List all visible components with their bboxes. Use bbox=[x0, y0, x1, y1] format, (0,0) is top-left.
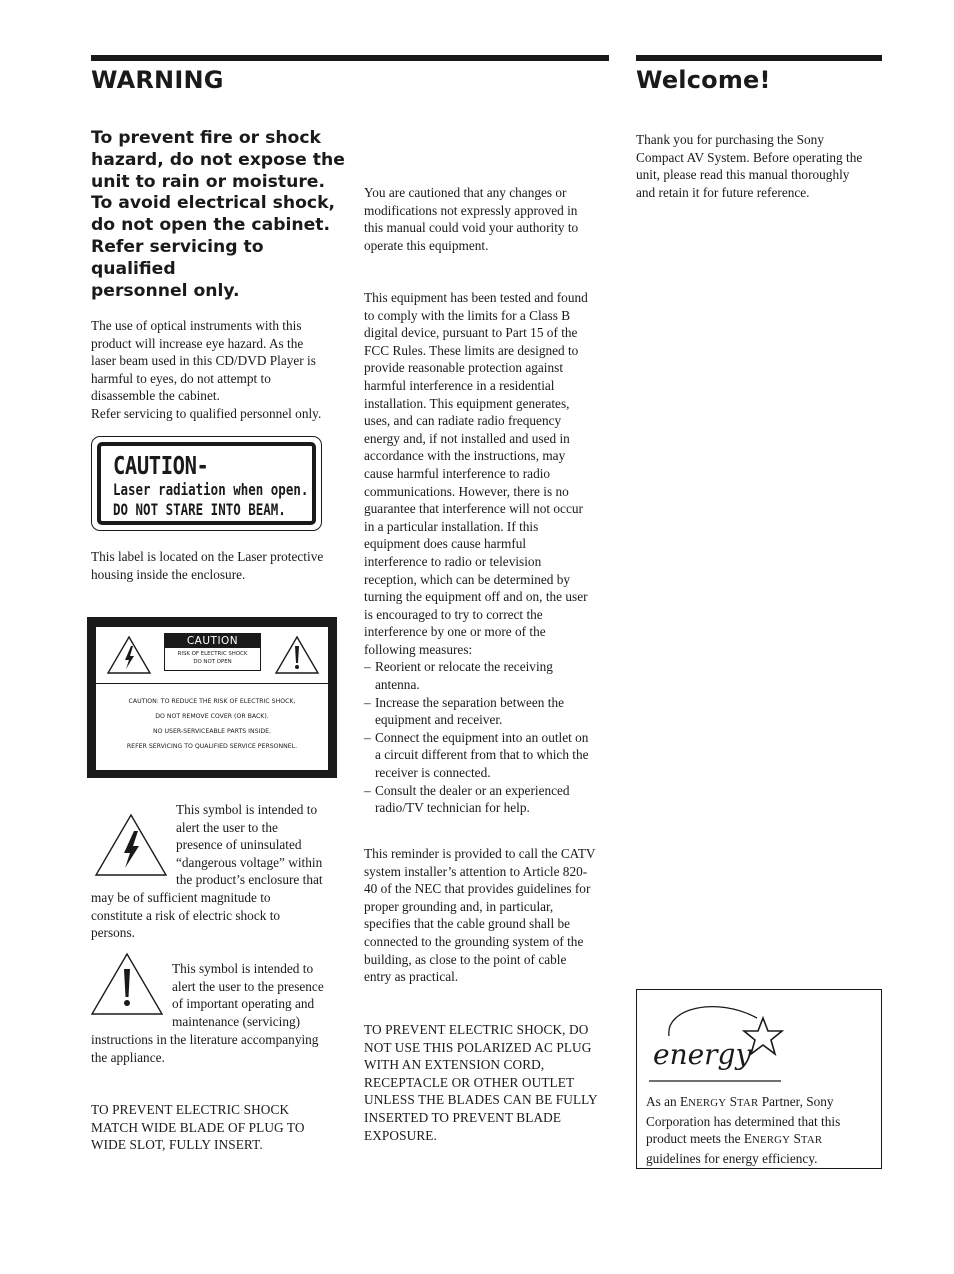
plate-caution-header: CAUTION bbox=[165, 634, 260, 648]
dangerous-voltage-icon bbox=[94, 813, 168, 877]
laser-caution-line-2: DO NOT STARE INTO BEAM. bbox=[113, 500, 286, 519]
exclamation-triangle-icon bbox=[274, 635, 320, 675]
electric-caution-plate bbox=[87, 617, 337, 778]
polarized-plug-warning-paragraph: TO PREVENT ELECTRIC SHOCK, DO NOT USE THIS POLARIZED AC PLUG WITH AN EXTENSION CORD, RECEPTACLE OR OTHER OUTLET UNLESS THE BLADES CAN BE FULLY INSERTED TO PREVENT BLADE EXPOSURE. bbox=[364, 1022, 598, 1143]
plate-top-panel bbox=[95, 626, 329, 684]
top-rule-left bbox=[91, 55, 609, 61]
list-item: – Reorient or relocate the receiving antenna. bbox=[364, 658, 609, 693]
welcome-heading: Welcome! bbox=[636, 66, 771, 94]
energy-star-box bbox=[636, 989, 882, 1169]
warning-heading: WARNING bbox=[91, 66, 224, 94]
list-item: – Increase the separation between the equipment and receiver. bbox=[364, 694, 609, 729]
fcc-compliance-paragraph: This equipment has been tested and found to comply with the limits for a Class B digital device, pursuant to Part 15 of the FCC Rules. These limits are designed to provide reasonable protection against harmful interference in a residential installation. This equipment generates, uses, and can radiate radio frequency energy and, if not installed and used in accordance with the instructions, may cause harmful interference to radio communications. However, there is no guarantee that interference will not occur in a particular installation. If this equipment does cause harmful interference to radio or television reception, which can be determined by turning the equipment off and on, the user is encouraged to try to correct the interference by one or more of the following measures: – Reorient or relocate the receiving antenna. – Increase the separation between the equipment and receiver. – Connect the equipment into an outlet on a circuit different from that to which the receiver is connected. – Consult the dealer or an experienced radio/TV technician for help. bbox=[364, 289, 609, 817]
fire-shock-warning: To prevent fire or shock hazard, do not expose the unit to rain or moisture. To avoid electrical shock, do not open the cabinet. Refer servicing to qualified personnel only. bbox=[91, 128, 345, 301]
modifications-caution-paragraph: You are cautioned that any changes or modifications not expressly approved in this manual could void your authority to operate this equipment. bbox=[364, 185, 579, 253]
exclamation-symbol-paragraph-top: This symbol is intended to alert the user to the presence of important operating and maintenance (servicing) bbox=[172, 961, 324, 1029]
plate-bottom-panel: CAUTION: TO REDUCE THE RISK OF ELECTRIC SHOCK, DO NOT REMOVE COVER (OR BACK). NO USER-SERVICEABLE PARTS INSIDE. REFER SERVICING TO QUALIFIED SERVICE PERSONNEL. bbox=[95, 683, 329, 771]
optical-instruments-paragraph: The use of optical instruments with this product will increase eye hazard. As the laser beam used in this CD/DVD Player is harmful to eyes, do not attempt to disassemble the cabinet. Refer servicing to qualified personnel only. bbox=[91, 318, 322, 421]
plate-caution-sub: RISK OF ELECTRIC SHOCK DO NOT OPEN bbox=[177, 651, 248, 665]
energy-star-statement: As an ENERGY STAR Partner, Sony Corporation has determined that this product meets the ENERGY STAR guidelines for energy efficiency. bbox=[646, 1094, 841, 1166]
energy-logo-word: energy bbox=[653, 1038, 752, 1071]
list-item: – Consult the dealer or an experienced radio/TV technician for help. bbox=[364, 782, 609, 817]
lightning-triangle-icon bbox=[106, 635, 152, 675]
energy-star-logo bbox=[647, 1000, 787, 1084]
laser-caution-title: CAUTION- bbox=[113, 451, 209, 480]
exclamation-symbol-paragraph-bottom: instructions in the literature accompanying the appliance. bbox=[91, 1032, 319, 1065]
laser-caution-label-inner bbox=[97, 442, 316, 525]
lightning-symbol-paragraph-top: This symbol is intended to alert the user to the presence of uninsulated “dangerous voltage” within the product’s enclosure that bbox=[176, 802, 323, 888]
top-rule-right bbox=[636, 55, 882, 61]
laser-caution-line-1: Laser radiation when open. bbox=[113, 480, 309, 499]
catv-reminder-paragraph: This reminder is provided to call the CATV system installer’s attention to Article 820- 40 of the NEC that provides guidelines for proper grounding and, in particular, specifies that the cable ground shall be connected to the grounding system of the building, as close to the point of cable entry as practical. bbox=[364, 846, 596, 985]
plate-caution-box bbox=[164, 633, 261, 671]
fcc-measures-list bbox=[364, 658, 609, 816]
list-item: – Connect the equipment into an outlet on a circuit different from that to which the receiver is connected. bbox=[364, 729, 609, 782]
welcome-paragraph: Thank you for purchasing the Sony Compact AV System. Before operating the unit, please read this manual thoroughly and retain it for future reference. bbox=[636, 132, 863, 200]
label-location-paragraph: This label is located on the Laser protective housing inside the enclosure. bbox=[91, 549, 324, 582]
important-instructions-icon bbox=[90, 952, 164, 1016]
plug-warning-paragraph: TO PREVENT ELECTRIC SHOCK MATCH WIDE BLADE OF PLUG TO WIDE SLOT, FULLY INSERT. bbox=[91, 1102, 305, 1153]
laser-caution-label bbox=[91, 436, 322, 531]
lightning-symbol-paragraph-bottom: may be of sufficient magnitude to constitute a risk of electric shock to persons. bbox=[91, 890, 281, 941]
